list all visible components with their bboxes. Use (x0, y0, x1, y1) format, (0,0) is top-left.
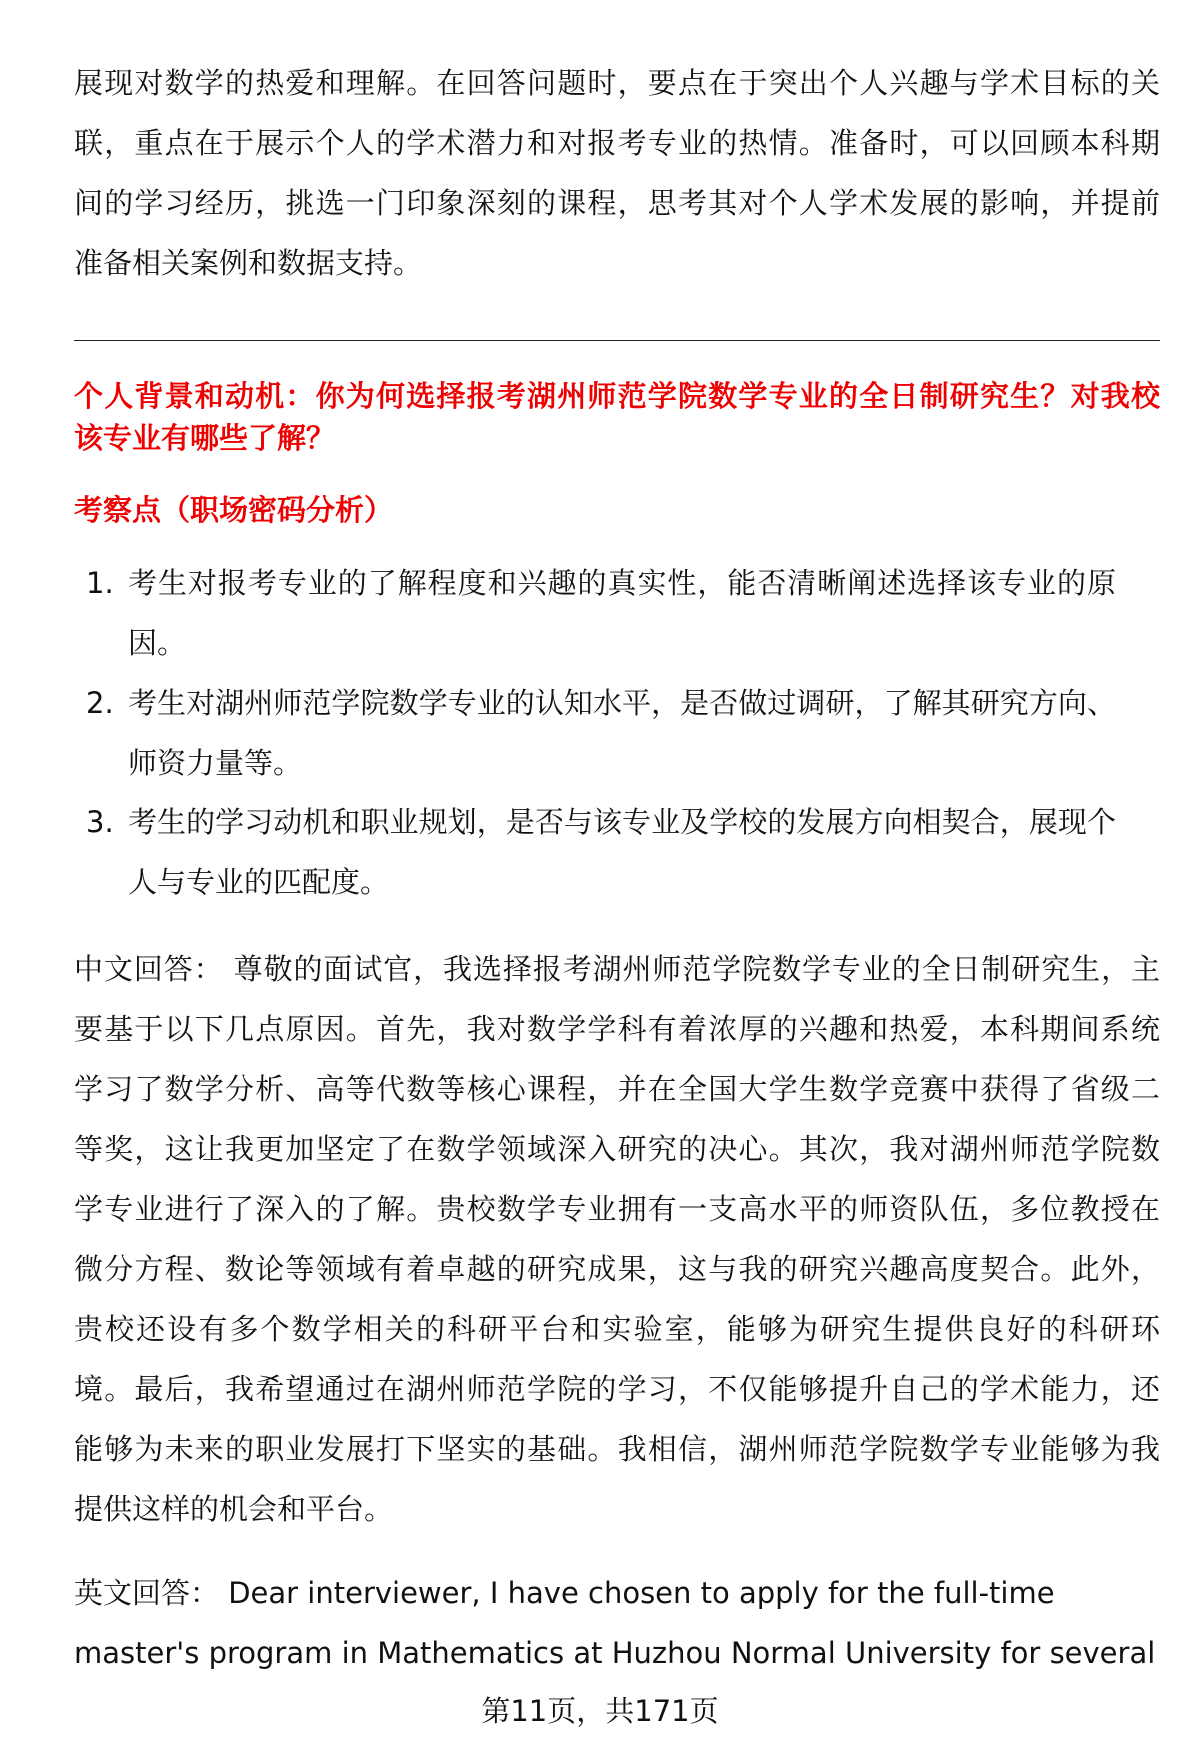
item-number: 1. (86, 566, 114, 600)
text-line: 等奖，这让我更加坚定了在数学领域深入研究的决心。其次，我对湖州师范学院数 (74, 1132, 1160, 1166)
text-line: 准备相关案例和数据支持。 (74, 246, 423, 280)
text-line: 学习了数学分析、高等代数等核心课程，并在全国大学生数学竞赛中获得了省级二 (74, 1072, 1160, 1106)
page-number: 第11页，共171页 (481, 1694, 719, 1728)
text-line: 人与专业的匹配度。 (128, 865, 390, 899)
text-line: 因。 (128, 626, 187, 660)
text-line: 展现对数学的热爱和理解。在回答问题时，要点在于突出个人兴趣与学术目标的关 (74, 66, 1160, 100)
text-line: 境。最后，我希望通过在湖州师范学院的学习，不仅能够提升自己的学术能力，还 (74, 1372, 1160, 1406)
text-line: 考生对湖州师范学院数学专业的认知水平，是否做过调研，了解其研究方向、 (128, 686, 1116, 720)
text-line: 要基于以下几点原因。首先，我对数学学科有着浓厚的兴趣和热爱，本科期间系统 (74, 1012, 1160, 1046)
item-number: 3. (86, 805, 114, 839)
text-line: master's program in Mathematics at Huzhou Normal University for several (74, 1636, 1156, 1670)
text-line: 英文回答： Dear interviewer, I have chosen to apply for the full-time (74, 1576, 1055, 1610)
text-line: 贵校还设有多个数学相关的科研平台和实验室，能够为研究生提供良好的科研环 (74, 1312, 1160, 1346)
text-line: 中文回答： 尊敬的面试官，我选择报考湖州师范学院数学专业的全日制研究生，主 (74, 952, 1160, 986)
text-line: 学专业进行了深入的了解。贵校数学专业拥有一支高水平的师资队伍，多位教授在 (74, 1192, 1160, 1226)
text-line: 能够为未来的职业发展打下坚实的基础。我相信，湖州师范学院数学专业能够为我 (74, 1432, 1160, 1466)
question-heading (74, 375, 1160, 459)
section-divider (74, 340, 1160, 341)
intro-paragraph (74, 53, 1160, 293)
text-line: 考生的学习动机和职业规划，是否与该专业及学校的发展方向相契合，展现个 (128, 805, 1116, 839)
text-line: 微分方程、数论等领域有着卓越的研究成果，这与我的研究兴趣高度契合。此外， (74, 1252, 1160, 1286)
text-line: 师资力量等。 (128, 746, 303, 780)
text-line: 联，重点在于展示个人的学术潜力和对报考专业的热情。准备时，可以回顾本科期 (74, 126, 1160, 160)
focus-title: 考察点（职场密码分析） (74, 493, 394, 527)
item-number: 2. (86, 686, 114, 720)
chinese-answer (74, 939, 1160, 1539)
english-answer (74, 1563, 1154, 1683)
heading-line: 个人背景和动机：你为何选择报考湖州师范学院数学专业的全日制研究生？对我校 (74, 379, 1160, 413)
text-line: 间的学习经历，挑选一门印象深刻的课程，思考其对个人学术发展的影响，并提前 (74, 186, 1160, 220)
text-line: 考生对报考专业的了解程度和兴趣的真实性，能否清晰阐述选择该专业的原 (128, 566, 1116, 600)
text-line: 提供这样的机会和平台。 (74, 1492, 394, 1526)
heading-line: 该专业有哪些了解？ (74, 421, 336, 455)
